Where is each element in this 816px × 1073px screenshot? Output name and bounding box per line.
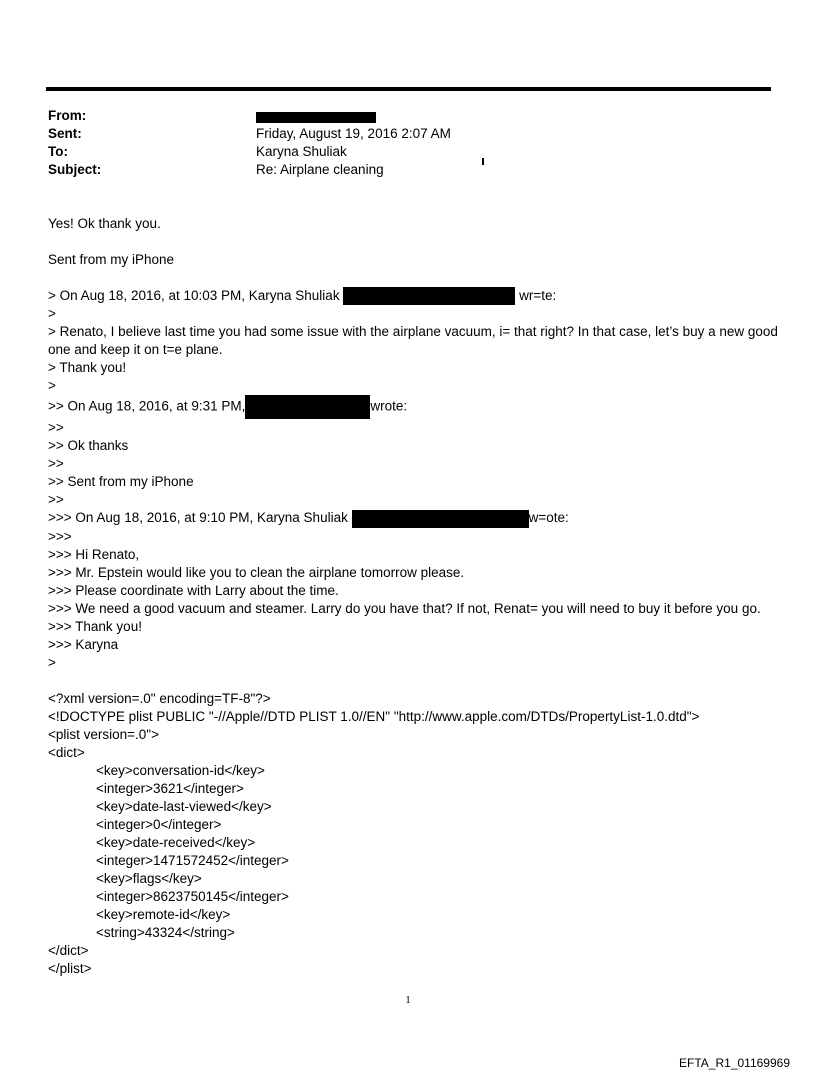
body-line: Sent from my iPhone: [48, 252, 175, 267]
quoted-header-text: >>> On Aug 18, 2016, at 9:10 PM, Karyna Shuliak: [48, 510, 352, 526]
plist-line: <key>date-last-viewed</key>: [96, 798, 272, 814]
header-rule: [46, 87, 771, 91]
plist-line: <key>remote-id</key>: [96, 906, 231, 922]
sent-value: Friday, August 19, 2016 2:07 AM: [256, 126, 451, 141]
plist-line: <string>43324</string>: [96, 924, 235, 940]
plist-line: </dict>: [48, 942, 89, 958]
quoted-header-text: w=ote:: [528, 510, 569, 526]
body-line: >: [48, 378, 56, 394]
redaction-box: [256, 112, 376, 123]
to-label: To:: [48, 144, 68, 159]
body-line: >>: [48, 420, 64, 436]
page-number: 1: [405, 994, 411, 1006]
redaction-box: [245, 395, 370, 419]
quoted-header-text: wr=te:: [515, 288, 557, 303]
quoted-header-text: >> On Aug 18, 2016, at 9:31 PM,: [48, 399, 246, 414]
quoted-header-line: [48, 287, 788, 305]
body-line: >>> Karyna: [48, 636, 119, 652]
plist-line: <integer>3621</integer>: [96, 780, 244, 796]
body-line: >> Ok thanks: [48, 438, 129, 454]
to-value: Karyna Shuliak: [256, 144, 347, 159]
plist-line: <integer>0</integer>: [96, 816, 222, 832]
body-line: >>> Hi Renato,: [48, 546, 140, 562]
body-line: >>> We need a good vacuum and steamer. Larry do you have that? If not, Renat= you will need to buy it before you go.: [48, 600, 761, 616]
plist-line: <?xml version=.0" encoding=TF-8"?>: [48, 690, 271, 706]
plist-line: </plist>: [48, 960, 92, 976]
from-value-redacted: [256, 107, 376, 125]
redaction-box: [352, 510, 529, 528]
plist-line: <dict>: [48, 744, 85, 760]
body-line: >: [48, 654, 56, 670]
plist-line: <key>conversation-id</key>: [96, 762, 265, 778]
body-line: >>>: [48, 528, 72, 544]
body-line: >>> Mr. Epstein would like you to clean the airplane tomorrow please.: [48, 564, 465, 580]
body-line: Yes! Ok thank you.: [48, 216, 161, 231]
document-id: EFTA_R1_01169969: [679, 1056, 790, 1070]
body-line: > Thank you!: [48, 360, 127, 376]
body-line: > Renato, I believe last time you had some issue with the airplane vacuum, i= that right? In that case, let’s buy a new good one and keep it on t=e plane.: [48, 324, 782, 358]
quoted-header-text: wrote:: [370, 399, 408, 414]
plist-line: <integer>1471572452</integer>: [96, 852, 289, 868]
email-body: [48, 215, 788, 978]
plist-line: <plist version=.0">: [48, 726, 159, 742]
body-line: >> Sent from my iPhone: [48, 474, 194, 490]
body-line: >>: [48, 456, 64, 472]
quoted-header-line: [48, 395, 788, 419]
body-line: >>> Thank you!: [48, 618, 142, 634]
quoted-header-line: [48, 509, 788, 527]
redaction-box: [343, 287, 515, 305]
body-line: >>: [48, 492, 64, 508]
plist-line: <key>flags</key>: [96, 870, 202, 886]
sent-label: Sent:: [48, 126, 82, 141]
from-label: From:: [48, 108, 87, 123]
stray-mark: [482, 158, 484, 165]
plist-line: <!DOCTYPE plist PUBLIC "-//Apple//DTD PLIST 1.0//EN" "http://www.apple.com/DTDs/PropertyList-1.0.dtd">: [48, 708, 700, 724]
plist-line: <key>date-received</key>: [96, 834, 256, 850]
body-line: >>> Please coordinate with Larry about the time.: [48, 582, 339, 598]
body-line: >: [48, 306, 56, 322]
subject-value: Re: Airplane cleaning: [256, 162, 384, 177]
subject-label: Subject:: [48, 162, 102, 177]
plist-line: <integer>8623750145</integer>: [96, 888, 289, 904]
quoted-header-text: > On Aug 18, 2016, at 10:03 PM, Karyna Shuliak: [48, 288, 344, 303]
